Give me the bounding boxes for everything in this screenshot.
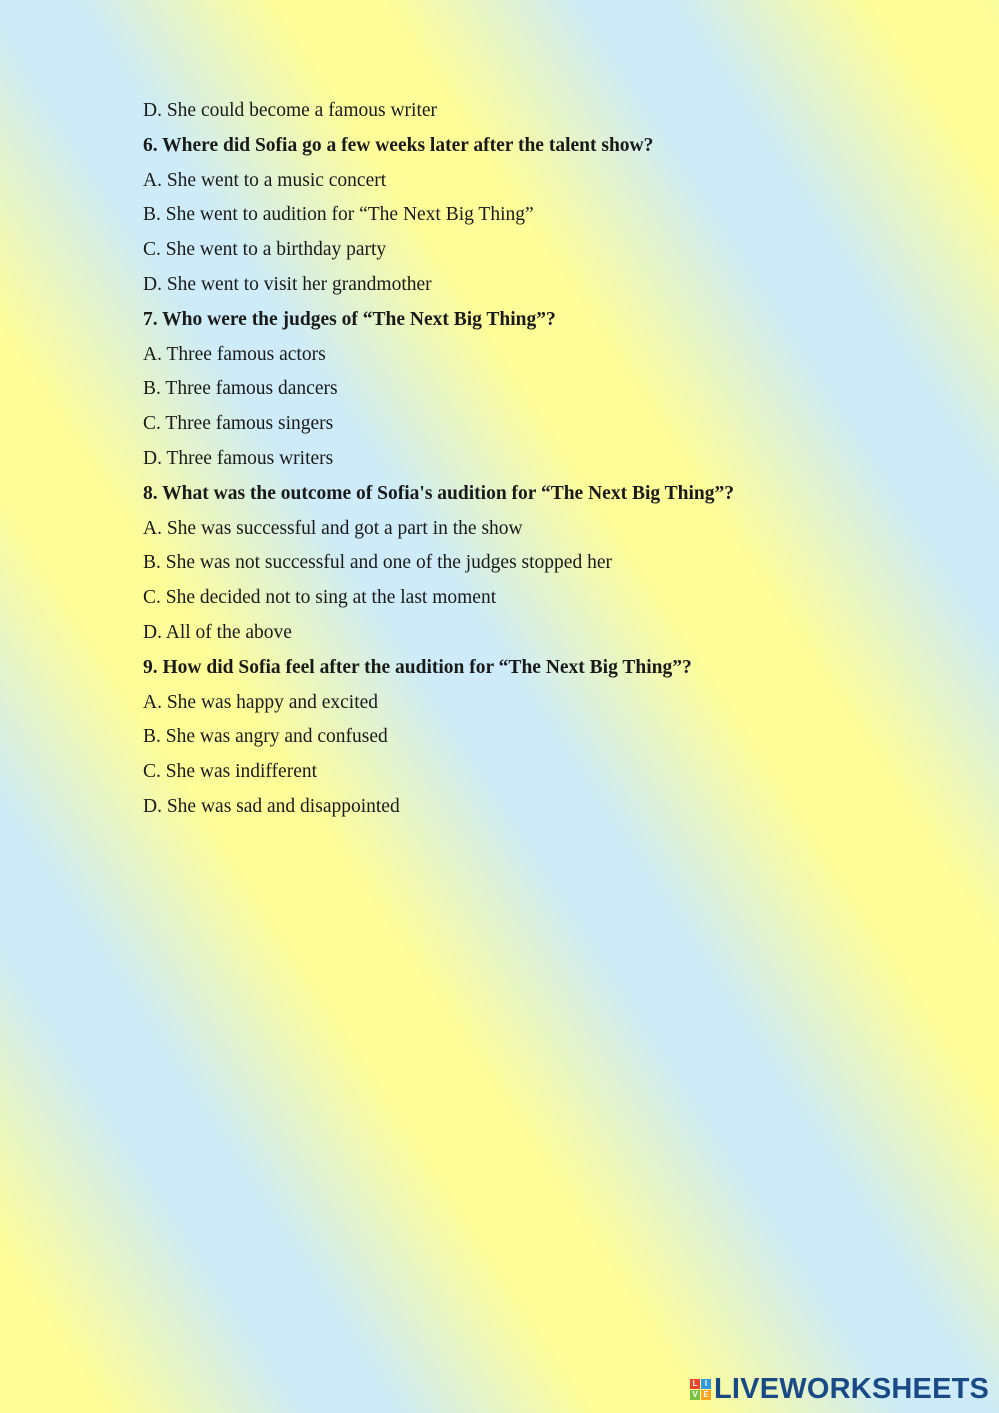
logo-mark-letter: I [701,1379,711,1389]
answer-option-8d: D. All of the above [143,621,292,643]
answer-option-7d: D. Three famous writers [143,447,334,469]
answer-option-7b: B. Three famous dancers [143,378,338,400]
answer-option-6c: C. She went to a birthday party [143,239,387,261]
liveworksheets-logo [690,1372,989,1406]
liveworksheets-logo-icon [690,1379,711,1400]
answer-option-6d: D. She went to visit her grandmother [143,273,432,295]
logo-mark-letter: L [690,1379,700,1389]
question-9: 9. How did Sofia feel after the audition for “The Next Big Thing”? [143,656,692,678]
answer-option-5d: D. She could become a famous writer [143,100,438,121]
answer-option-9b: B. She was angry and confused [143,726,388,748]
question-7: 7. Who were the judges of “The Next Big Thing”? [143,308,556,330]
question-6: 6. Where did Sofia go a few weeks later after the talent show? [143,134,654,156]
answer-option-7c: C. Three famous singers [143,413,334,435]
question-8: 8. What was the outcome of Sofia's audition for “The Next Big Thing”? [143,482,735,504]
worksheet-content [143,94,943,825]
logo-mark-letter: E [701,1390,711,1400]
answer-option-9d: D. She was sad and disappointed [143,795,400,817]
answer-option-9a: A. She was happy and excited [143,691,379,713]
answer-option-6b: B. She went to audition for “The Next Big Thing” [143,204,534,226]
liveworksheets-logo-text: LIVEWORKSHEETS [714,1372,990,1405]
answer-option-8a: A. She was successful and got a part in the show [143,517,523,539]
answer-option-6a: A. She went to a music concert [143,169,387,191]
answer-option-7a: A. Three famous actors [143,343,326,365]
answer-option-9c: C. She was indifferent [143,761,318,783]
answer-option-8b: B. She was not successful and one of the judges stopped her [143,552,612,574]
answer-option-8c: C. She decided not to sing at the last moment [143,587,497,609]
logo-mark-letter: V [690,1390,700,1400]
